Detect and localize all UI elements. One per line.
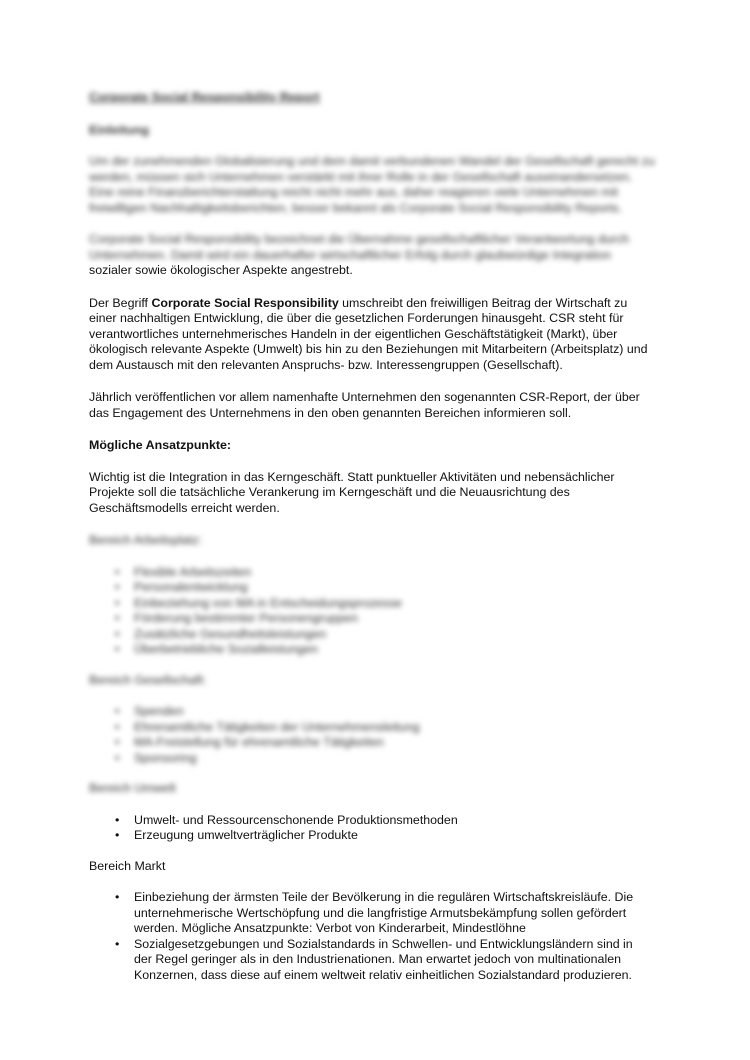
csr-definition-line-5: dem Austausch mit den relevanten Anspruchs- bzw. Interessengruppen (Gesellschaft). [89, 357, 563, 372]
section-market-list [89, 890, 659, 983]
section-workplace-list [89, 565, 659, 658]
market-item-1-line-3: werden. Mögliche Ansatzpunkte: Verbot von Kinderarbeit, Mindestlöhne [134, 921, 526, 935]
csr-definition-bold: Corporate Social Responsibility [151, 295, 339, 310]
section-society-list [89, 704, 659, 766]
market-item-2-line-2: der Regel geringer als in den Industrienationen. Man erwartet jedoch von multinationalen [134, 952, 621, 966]
core-business-line-3: Geschäftsmodells erreicht werden. [89, 500, 280, 515]
core-business-line-1: Wichtig ist die Integration in das Kerngeschäft. Statt punktueller Aktivitäten und nebensächlicher [89, 469, 615, 484]
csr-definition-before: Der Begriff [89, 295, 152, 310]
csr-report-paragraph [89, 390, 659, 421]
list-item: • Ehrenamtliche Tätigkeiten der Unternehmensleitung [89, 720, 659, 736]
approach-heading: Mögliche Ansatzpunkte: [89, 438, 232, 452]
list-item: • Zusätzliche Gesundheitsleistungen [89, 627, 659, 643]
list-item: • Einbeziehung von MA in Entscheidungsprozesse [89, 596, 659, 612]
list-item: • MA-Freistellung für ehrenamtliche Tätigkeiten [89, 735, 659, 751]
csr-definition-line-2: einer nachhaltigen Entwicklung, die über die gesetzlichen Forderungen hinausgeht. CSR steht für [89, 311, 624, 325]
section-environment-list [89, 813, 659, 844]
document-title: Corporate Social Responsibility Report [89, 90, 320, 104]
section-workplace-label: Bereich Arbeitsplatz: [89, 533, 202, 547]
section-society-label: Bereich Gesellschaft: [89, 672, 207, 687]
market-item-1-line-2: unternehmerische Wertschöpfung und die langfristige Armutsbekämpfung sollen gefördert [134, 905, 627, 920]
intro-paragraph-2 [89, 232, 659, 279]
list-item: • Förderung bestimmter Personengruppen [89, 611, 659, 627]
section-market-label: Bereich Markt [89, 858, 166, 873]
intro-paragraph-1: Um der zunehmenden Globalisierung und dem damit verbundenen Wandel der Gesellschaft gerecht zu werden, müssen sich Unternehmen verstärkt mit ihrer Rolle in der Gesellschaft auseinandersetzen. Eine reine Finanzberichterstattung reicht nicht mehr aus, daher reagieren viele Unternehmen mit freiwilligen Nachhaltigkeitsberichten, besser bekannt als Corporate Social Responsibility Reports. [89, 154, 655, 215]
core-business-line-2: Projekte soll die tatsächliche Verankerung im Kerngeschäft und die Neuausrichtung des [89, 485, 570, 499]
csr-definition-line-4: ökologisch relevante Aspekte (Umwelt) bis hin zu den Beziehungen mit Mitarbeitern (Arbeitsplatz) und [89, 342, 648, 356]
csr-definition-line-1: umschreibt den freiwilligen Beitrag der Wirtschaft zu [338, 295, 628, 310]
list-item [89, 890, 659, 937]
intro-paragraph-2-visible: sozialer sowie ökologischer Aspekte angestrebt. [89, 263, 353, 277]
list-item: • Überbetriebliche Sozialleistungen [89, 642, 659, 658]
list-item: • Umwelt- und Ressourcenschonende Produktionsmethoden [89, 813, 659, 829]
intro-heading: Einleitung [89, 122, 149, 137]
csr-report-line-1: Jährlich veröffentlichen vor allem namenhafte Unternehmen den sogenannten CSR-Report, der über [89, 390, 640, 404]
list-item: • Personalentwicklung [89, 580, 659, 596]
list-item: • Flexible Arbeitszeiten [89, 565, 659, 581]
csr-report-line-2: das Engagement des Unternehmens in den oben genannten Bereichen informieren soll. [89, 405, 572, 420]
list-item [89, 937, 659, 984]
market-item-2-line-1: • Sozialgesetzgebungen und Sozialstandards in Schwellen- und Entwicklungsländern sind in [134, 936, 633, 951]
intro-paragraph-2-blurred: Corporate Social Responsibility bezeichnet die Übernahme gesellschaftlicher Verantwortung durch Unternehmen. Damit wird ein dauerhafter wirtschaftlicher Erfolg durch glaubwürdige Integration [89, 232, 629, 262]
csr-definition-line-3: verantwortliches unternehmerisches Handeln in der eigentlichen Geschäftstätigkeit (Markt), über [89, 326, 618, 341]
document-page [89, 90, 659, 998]
list-item: • Spenden [89, 704, 659, 720]
market-item-2-line-3: Konzernen, dass diese auf einem weltweit relativ einheitlichen Sozialstandard produzieren. [134, 967, 632, 982]
list-item: • Sponsoring [89, 751, 659, 767]
section-environment-label: Bereich Umwelt [89, 781, 176, 795]
core-business-paragraph [89, 470, 659, 517]
list-item: • Erzeugung umweltverträglicher Produkte [89, 828, 659, 844]
market-item-1-line-1: • Einbeziehung der ärmsten Teile der Bevölkerung in die regulären Wirtschaftskreisläufe. Die [134, 890, 634, 904]
csr-definition-paragraph [89, 296, 659, 374]
